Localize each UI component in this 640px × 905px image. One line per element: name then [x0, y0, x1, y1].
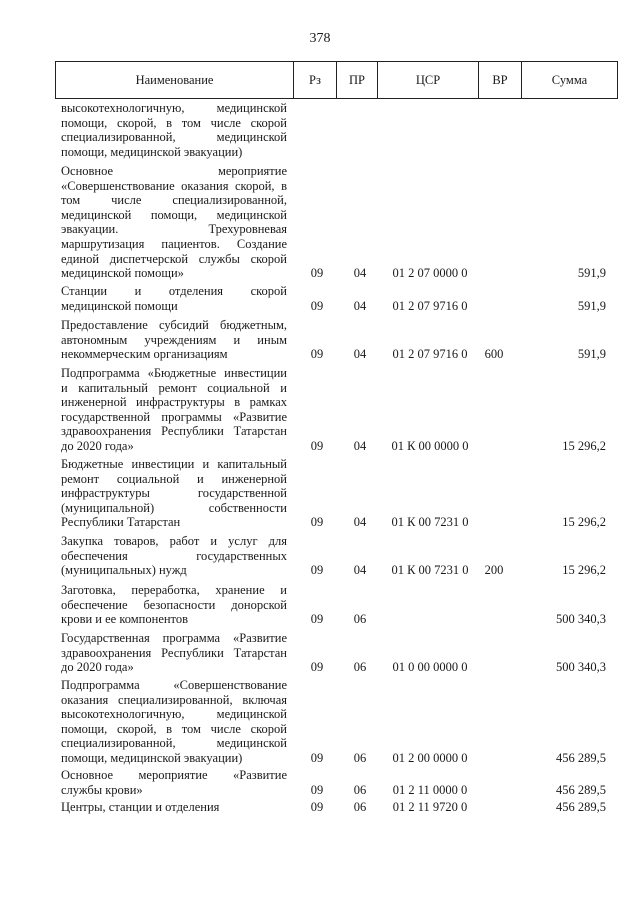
row-rz: 09 [310, 439, 324, 453]
row-name [61, 631, 287, 675]
row-name [61, 366, 287, 454]
row-name [61, 583, 287, 627]
row-name-line: инженерной инфраструктуры в рамках [61, 395, 287, 410]
row-name-line: Подпрограмма «Совершенствование [61, 678, 287, 692]
row-name-line: государственной программы «Развитие [61, 409, 287, 424]
row-sum: 591,9 [577, 298, 606, 313]
row-name-line: до 2020 года» [61, 438, 134, 453]
row-rz: 09 [310, 751, 324, 765]
row-pr: 04 [353, 298, 367, 313]
row-sum: 15 296,2 [562, 515, 606, 530]
row-sum: 591,9 [577, 347, 606, 362]
header-name: Наименование [135, 73, 214, 87]
row-name-line: высокотехнологичную, медицинской [61, 101, 287, 115]
row-name-line: Основное мероприятие [61, 164, 287, 178]
row-rz: 09 [310, 800, 324, 814]
header-sum: Сумма [521, 62, 617, 98]
row-rz: 09 [310, 515, 324, 530]
row-name-line: единой диспетчерской службы скорой [61, 251, 287, 266]
row-rz: 09 [310, 612, 324, 627]
row-name-line: «Совершенствование оказания скорой, в [61, 178, 287, 193]
header-rz: Рз [293, 62, 336, 98]
row-name [61, 318, 287, 362]
row-name-line: Республики Татарстан [61, 515, 181, 530]
header-csr: ЦСР [377, 62, 478, 98]
row-name [61, 534, 287, 578]
row-sum: 591,9 [577, 266, 606, 281]
row-sum: 456 289,5 [556, 782, 606, 797]
row-name-line: специализированной, медицинской [61, 130, 287, 145]
row-name-line: автономным учреждениям и иным [61, 332, 287, 347]
row-pr: 06 [353, 612, 367, 627]
row-pr: 06 [353, 800, 367, 814]
row-name [61, 768, 287, 797]
row-name-line: инфраструктуры государственной [61, 486, 287, 501]
row-name [61, 101, 287, 159]
row-name-line: медицинской помощи, медицинской [61, 207, 287, 222]
row-csr: 01 2 11 0000 0 [392, 782, 468, 797]
row-name-line: Бюджетные инвестиции и капитальный [61, 457, 287, 471]
row-name-line: маршрутизация пациентов. Создание [61, 236, 287, 251]
row-rz: 09 [310, 660, 324, 675]
row-rz: 09 [310, 266, 324, 281]
row-csr: 01 2 07 0000 0 [392, 266, 468, 281]
row-csr: 01 0 00 0000 0 [392, 660, 468, 675]
row-csr: 01 2 11 9720 0 [392, 800, 468, 814]
row-sum: 456 289,5 [556, 751, 606, 765]
row-pr: 06 [353, 782, 367, 797]
row-rz: 09 [310, 347, 324, 362]
row-name-line: некоммерческим организациям [61, 347, 228, 362]
row-name-line: обеспечение безопасности донорской [61, 597, 287, 612]
row-name-line: ремонт социальной и инженерной [61, 471, 287, 486]
row-pr: 06 [353, 660, 367, 675]
row-name-line: Центры, станции и отделения [61, 800, 220, 814]
row-name-line: оказания специализированной, включая [61, 692, 287, 707]
row-name-line: (муниципальной) собственности [61, 500, 287, 515]
row-name-line: специализированной, медицинской [61, 736, 287, 751]
row-sum: 500 340,3 [556, 612, 606, 627]
row-pr: 04 [353, 439, 367, 453]
row-vr: 600 [484, 347, 504, 362]
row-name-line: медицинской помощи» [61, 266, 184, 281]
row-name-line: Станции и отделения скорой [61, 284, 287, 298]
row-sum: 15 296,2 [562, 563, 606, 578]
row-name-line: Заготовка, переработка, хранение и [61, 583, 287, 597]
row-csr: 01 2 00 0000 0 [392, 751, 468, 765]
row-csr: 01 К 00 0000 0 [391, 439, 469, 453]
row-pr: 04 [353, 515, 367, 530]
row-name-line: Государственная программа «Развитие [61, 631, 287, 645]
row-name-line: (муниципальных) нужд [61, 563, 187, 578]
row-pr: 04 [353, 347, 367, 362]
row-name [61, 678, 287, 766]
row-name-line: Основное мероприятие «Развитие [61, 768, 287, 782]
header-pr: ПР [336, 62, 377, 98]
row-pr: 04 [353, 563, 367, 578]
row-pr: 06 [353, 751, 367, 765]
row-name-line: медицинской помощи [61, 298, 178, 313]
row-name-line: помощи, скорой, в том числе скорой [61, 721, 287, 736]
row-name-line: до 2020 года» [61, 660, 134, 675]
row-pr: 04 [353, 266, 367, 281]
row-name-line: помощи, скорой, в том числе скорой [61, 115, 287, 130]
row-name-line: обеспечения государственных [61, 548, 287, 563]
row-csr: 01 2 07 9716 0 [392, 298, 468, 313]
row-name-line: здравоохранения Республики Татарстан [61, 645, 287, 660]
row-csr: 01 К 00 7231 0 [391, 563, 469, 578]
row-name-line: крови и ее компонентов [61, 612, 189, 627]
row-name-line: помощи, медицинской эвакуации) [61, 750, 243, 765]
row-csr: 01 2 07 9716 0 [392, 347, 468, 362]
row-sum: 15 296,2 [562, 439, 606, 453]
row-name-line: и капитальный ремонт социальной и [61, 380, 287, 395]
row-sum: 456 289,5 [556, 800, 606, 814]
row-vr: 200 [484, 563, 504, 578]
row-name [61, 800, 287, 815]
row-name [61, 284, 287, 313]
row-rz: 09 [310, 563, 324, 578]
header-vr: ВР [478, 62, 521, 98]
row-name-line: высокотехнологичную, медицинской [61, 707, 287, 722]
row-name-line: службы крови» [61, 782, 143, 797]
row-name-line: помощи, медицинской эвакуации) [61, 144, 243, 159]
row-name-line: Предоставление субсидий бюджетным, [61, 318, 287, 332]
table-header [55, 61, 618, 99]
row-name [61, 457, 287, 530]
row-csr: 01 К 00 7231 0 [391, 515, 469, 530]
row-name-line: Закупка товаров, работ и услуг для [61, 534, 287, 548]
row-rz: 09 [310, 298, 324, 313]
row-name-line: здравоохранения Республики Татарстан [61, 424, 287, 439]
page-number: 378 [309, 31, 331, 46]
row-sum: 500 340,3 [556, 660, 606, 675]
row-name-line: эвакуации. Трехуровневая [61, 222, 287, 237]
row-name-line: том числе специализированной, [61, 193, 287, 208]
row-name-line: Подпрограмма «Бюджетные инвестиции [61, 366, 287, 380]
row-rz: 09 [310, 782, 324, 797]
row-name [61, 164, 287, 281]
